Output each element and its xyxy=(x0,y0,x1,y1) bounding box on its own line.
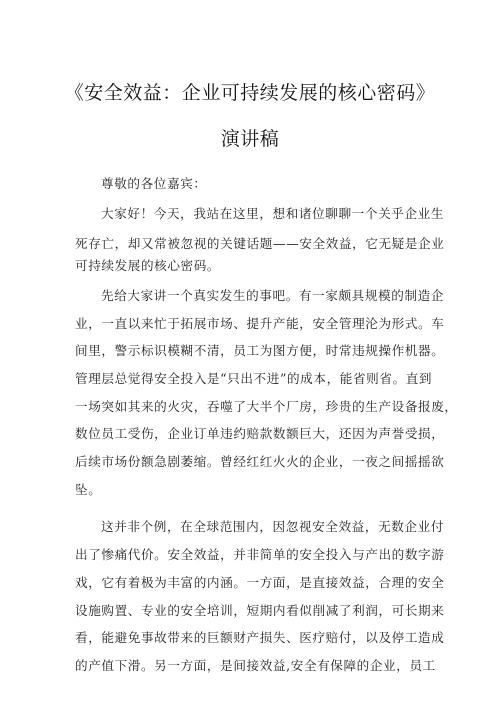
paragraph-line: 管理层总觉得安全投入是“只出不进”的成本，能省则省。直到 xyxy=(75,371,433,386)
paragraph-line: 后续市场份额急剧萎缩。曾经红红火火的企业，一夜之间摇摇欲 xyxy=(75,454,445,469)
paragraph-line: 间里，警示标识模糊不清，员工为图方便，时常违规操作机器。 xyxy=(75,343,445,358)
paragraph-line: 看，能避免事故带来的巨额财产损失、医疗赔付，以及停工造成 xyxy=(75,630,445,645)
paragraph-line: 先给大家讲一个真实发生的事吧。有一家颇具规模的制造企 xyxy=(101,288,445,303)
paragraph-line: 死存亡，却又常被忽视的关键话题——安全效益，它无疑是企业 xyxy=(75,236,445,251)
document-title: 《安全效益：企业可持续发展的核心密码》 xyxy=(64,82,436,104)
paragraph-line: 数位员工受伤，企业订单违约赔款数额巨大，还因为声誉受损， xyxy=(75,426,445,441)
paragraph-line: 设施购置、专业的安全培训，短期内看似削减了利润，可长期来 xyxy=(75,603,445,618)
salutation: 尊敬的各位嘉宾： xyxy=(101,176,207,191)
paragraph-line: 这并非个例，在全球范围内，因忽视安全效益，无数企业付 xyxy=(101,519,445,534)
paragraph-line: 的产值下滑。另一方面，是间接效益,安全有保障的企业，员工 xyxy=(75,658,436,673)
paragraph-line: 出了惨痛代价。安全效益，并非简单的安全投入与产出的数字游 xyxy=(75,547,445,562)
document-subtitle: 演讲稿 xyxy=(220,128,280,150)
paragraph-line: 戏，它有着极为丰富的内涵。一方面，是直接效益，合理的安全 xyxy=(75,575,445,590)
paragraph-line: 业，一直以来忙于拓展市场、提升产能，安全管理沦为形式。车 xyxy=(75,316,445,331)
paragraph-line: 一场突如其来的火灾，吞噬了大半个厂房，珍贵的生产设备报废， xyxy=(75,399,458,414)
paragraph-line: 可持续发展的核心密码。 xyxy=(75,258,221,273)
paragraph-line: 坠。 xyxy=(75,482,102,497)
paragraph-line: 大家好！今天，我站在这里，想和诸位聊聊一个关乎企业生 xyxy=(101,206,445,221)
